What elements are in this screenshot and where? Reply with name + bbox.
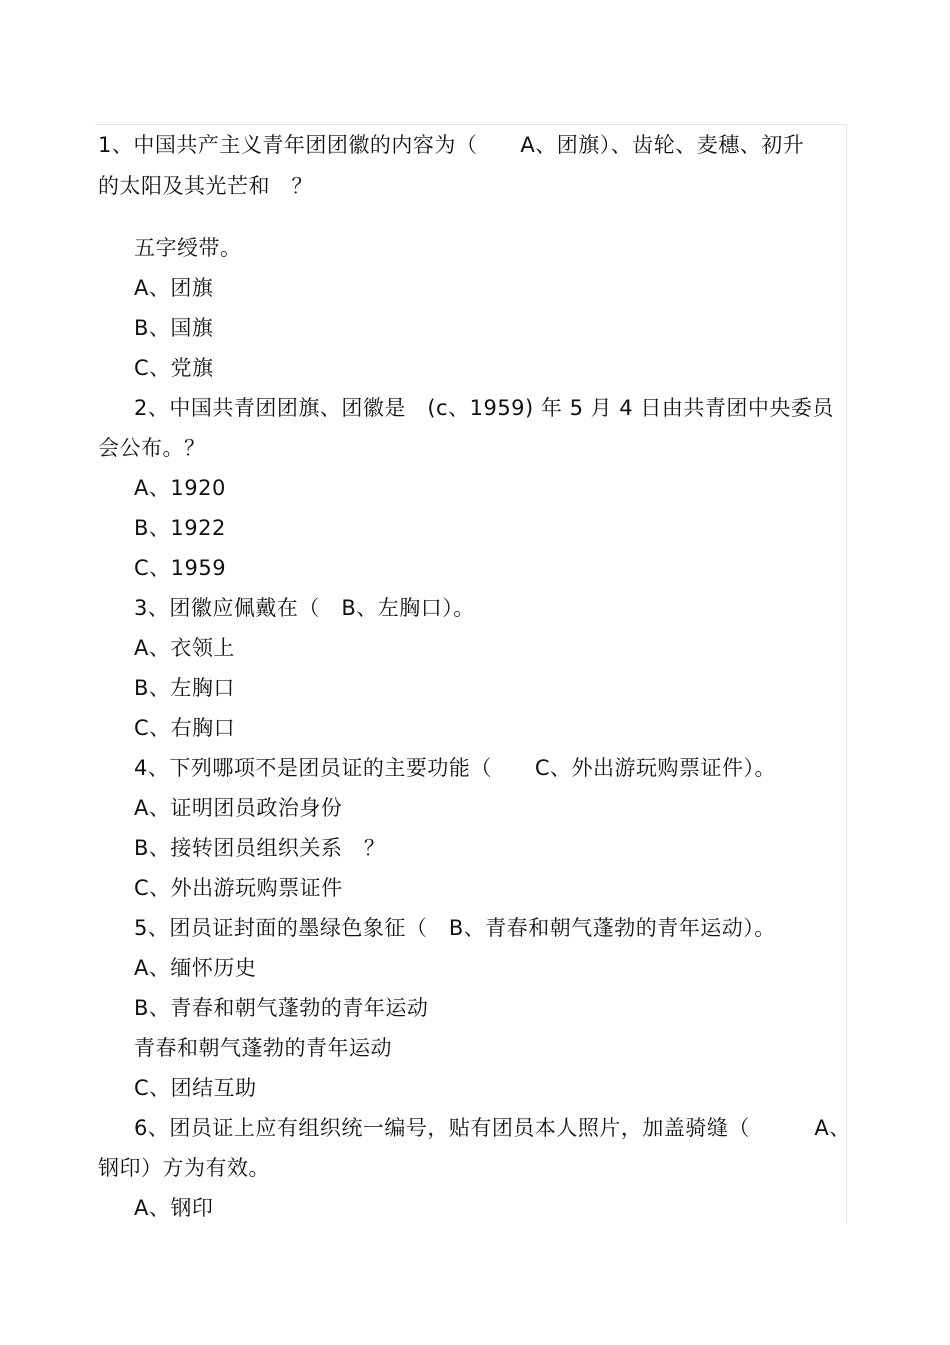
question-1-continuation: 五字绶带。 (134, 236, 242, 260)
question-4: 4、下列哪项不是团员证的主要功能（ C、外出游玩购票证件）。 (134, 756, 777, 780)
question-5-repeat-text: 青春和朝气蓬勃的青年运动 (134, 1036, 392, 1060)
question-6-line-2: 钢印）方为有效。 (98, 1156, 270, 1180)
question-2-line-2: 会公布。？ (98, 436, 206, 460)
question-1-option-b: B、国旗 (134, 316, 214, 340)
question-3: 3、团徽应佩戴在（ B、左胸口）。 (134, 596, 475, 620)
question-1-option-a: A、团旗 (134, 276, 214, 300)
question-3-option-a: A、衣领上 (134, 636, 235, 660)
question-5-option-a: A、缅怀历史 (134, 956, 257, 980)
question-2-option-a: A、1920 (134, 476, 226, 500)
question-5-option-c: C、团结互助 (134, 1076, 257, 1100)
question-2-option-b: B、1922 (134, 516, 226, 540)
question-5-option-b: B、青春和朝气蓬勃的青年运动 (134, 996, 429, 1020)
question-1-line-1: 1、中国共产主义青年团团徽的内容为（ A、团旗）、齿轮、麦穗、初升 (98, 133, 805, 157)
question-3-option-b: B、左胸口 (134, 676, 235, 700)
question-4-option-b: B、接转团员组织关系 ？ (134, 836, 386, 860)
question-2-option-c: C、1959 (134, 556, 227, 580)
question-6-option-a: A、钢印 (134, 1196, 214, 1220)
question-5: 5、团员证封面的墨绿色象征（ B、青春和朝气蓬勃的青年运动）。 (134, 916, 776, 940)
question-3-option-c: C、右胸口 (134, 716, 236, 740)
question-1-option-c: C、党旗 (134, 356, 214, 380)
question-4-option-c: C、外出游玩购票证件 (134, 876, 343, 900)
question-2-line-1: 2、中国共青团团旗、团徽是 (c、1959) 年 5 月 4 日由共青团中央委员 (134, 396, 834, 420)
question-4-option-a: A、证明团员政治身份 (134, 796, 343, 820)
question-6-line-1: 6、团员证上应有组织统一编号，贴有团员本人照片，加盖骑缝（ A、 (134, 1116, 851, 1140)
question-1-line-2: 的太阳及其光芒和 ？ (98, 174, 313, 198)
